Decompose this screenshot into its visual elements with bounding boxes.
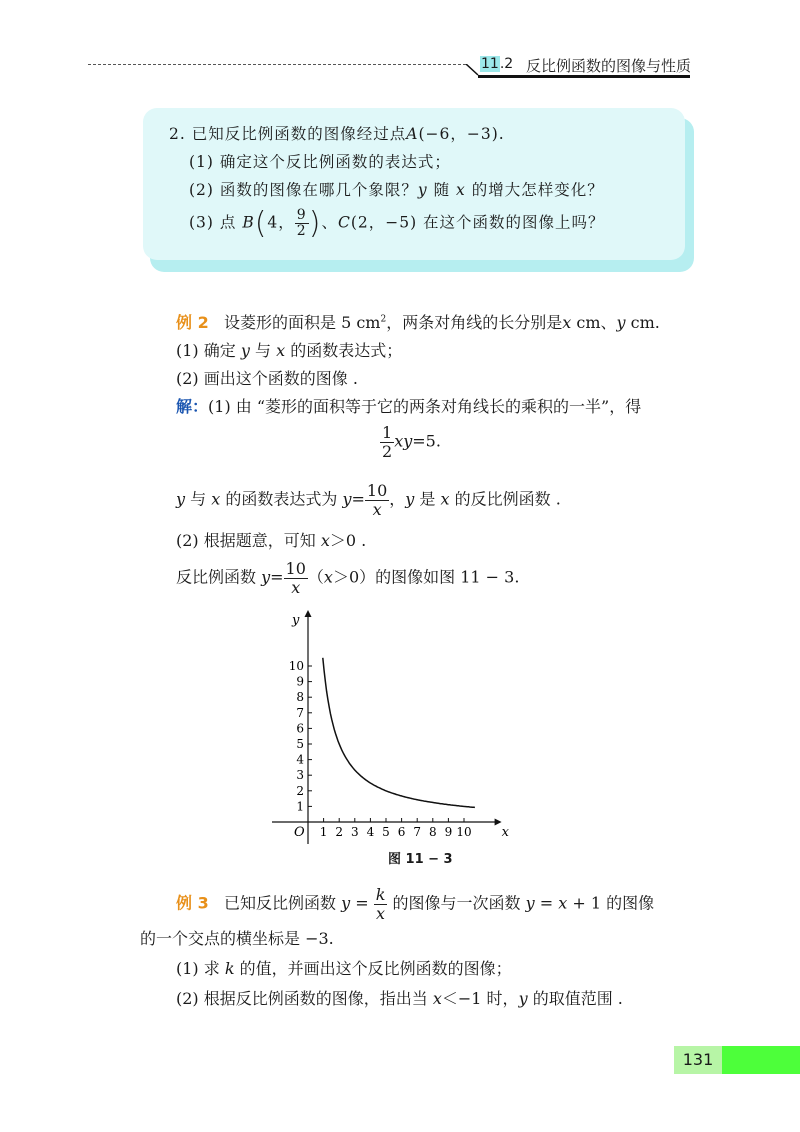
example2-question-1: (1) 确定 y 与 x 的函数表达式； bbox=[176, 341, 403, 360]
page-number: 131 bbox=[674, 1046, 722, 1074]
y-tick-label: 7 bbox=[296, 705, 304, 720]
y-tick-label: 2 bbox=[296, 783, 304, 798]
y-tick-label: 6 bbox=[296, 721, 304, 736]
y-tick-label: 1 bbox=[296, 799, 304, 814]
y-tick-label: 3 bbox=[296, 768, 304, 783]
exercise-item-3: (3) 点 B(4， $\frac{9}{2}$ )、C(2，−5) 在这个函数的图像上吗？ bbox=[189, 206, 605, 241]
y-tick-label: 4 bbox=[296, 752, 304, 767]
exercise-item-1: (1) 确定这个反比例函数的表达式； bbox=[189, 153, 451, 171]
header-dashed-rule bbox=[88, 64, 466, 65]
section-number: 11.2 bbox=[481, 56, 514, 72]
y-tick-label: 9 bbox=[296, 674, 304, 689]
example2-solution-1: 解：(1) 由 “菱形的面积等于它的两条对角线长的乘积的一半”，得 bbox=[176, 397, 642, 416]
x-axis-arrow bbox=[495, 819, 502, 826]
example2-equation: $\frac{1}{2}$ xy=5. bbox=[382, 423, 441, 461]
figure-caption: 图 11 − 3 bbox=[388, 852, 453, 867]
example2-solution-2: (2) 根据题意，可知 x＞0 . bbox=[176, 531, 367, 550]
exercise-item-2: (2) 函数的图像在哪几个象限？y 随 x 的增大怎样变化？ bbox=[189, 181, 604, 199]
x-tick-label: 5 bbox=[382, 825, 390, 839]
y-tick-label: 10 bbox=[288, 659, 304, 673]
exercise-box bbox=[143, 108, 685, 260]
x-tick-label: 10 bbox=[456, 825, 472, 839]
curve-y-10-over-x bbox=[323, 658, 475, 808]
example3-statement: 例 3 已知反比例函数 y = $\frac{k}{x}$ 的图像与一次函数 y = x + 1 的图像 bbox=[176, 885, 655, 923]
x-tick-label: 7 bbox=[413, 825, 422, 839]
x-tick-label: 9 bbox=[444, 825, 453, 839]
x-axis-label: x bbox=[501, 825, 509, 840]
inverse-function-chart bbox=[270, 608, 570, 848]
y-tick-label: 5 bbox=[296, 737, 304, 751]
x-tick-label: 2 bbox=[335, 825, 344, 839]
example2-question-2: (2) 画出这个函数的图像 . bbox=[176, 369, 358, 388]
example3-question-1: (1) 求 k 的值，并画出这个反比例函数的图像； bbox=[176, 959, 512, 978]
x-tick-label: 6 bbox=[397, 825, 406, 839]
example3-question-2: (2) 根据反比例函数的图像，指出当 x＜−1 时，y 的取值范围 . bbox=[176, 989, 623, 1008]
y-tick-label: 8 bbox=[296, 690, 304, 705]
example2-solution-3: 反比例函数 y= $\frac{10}{x}$ （x＞0）的图像如图 11 − 3. bbox=[176, 559, 520, 597]
x-tick-label: 4 bbox=[366, 825, 375, 839]
example2-statement: 例 2 设菱形的面积是 5 $cm^2$，两条对角线的长分别是x cm、y cm. bbox=[176, 313, 660, 332]
example2-expression: y 与 x 的函数表达式为 y= $\frac{10}{x}$ ，y 是 x 的反比例函数 . bbox=[176, 481, 561, 519]
x-tick-label: 1 bbox=[319, 825, 328, 839]
origin-label: O bbox=[294, 825, 305, 840]
x-tick-label: 3 bbox=[350, 825, 359, 839]
exercise-question: 2. 已知反比例函数的图像经过点A(−6，−3). bbox=[169, 125, 505, 143]
y-axis-label: y bbox=[292, 613, 300, 628]
example3-statement-line2: 的一个交点的横坐标是 −3. bbox=[140, 929, 334, 948]
x-tick-label: 8 bbox=[428, 825, 437, 839]
y-axis-arrow bbox=[305, 610, 312, 617]
section-title: 反比例函数的图像与性质 bbox=[526, 57, 692, 75]
